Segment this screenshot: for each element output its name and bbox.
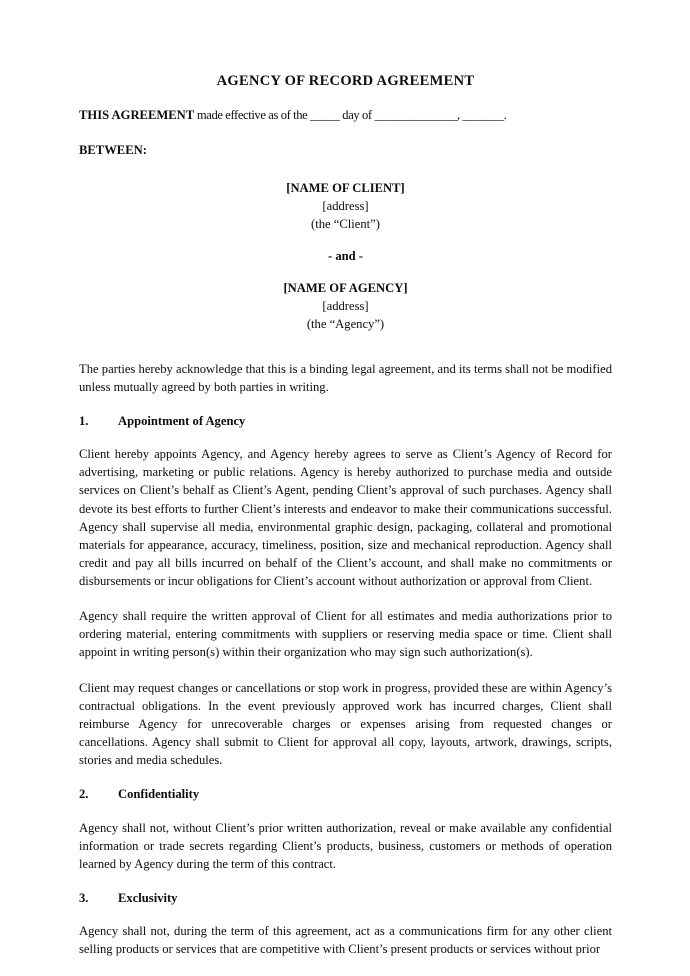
party-spacer-2: [79, 266, 612, 280]
section-number-1: 1.: [79, 413, 89, 428]
section-title-3: Exclusivity: [118, 890, 178, 905]
agency-name: [NAME OF AGENCY]: [283, 280, 408, 295]
client-party-block: [79, 180, 612, 234]
document-content: [79, 72, 612, 976]
block-spacer: [79, 334, 612, 360]
section-title-1: Appointment of Agency: [118, 413, 246, 428]
preamble-rest: made effective as of the _____ day of ______________, _______.: [194, 108, 507, 123]
preamble-line: [79, 107, 612, 124]
section-number-3: 3.: [79, 890, 89, 905]
client-name: [NAME OF CLIENT]: [286, 181, 405, 196]
between-label: BETWEEN:: [79, 143, 147, 158]
party-conjunction: - and -: [328, 249, 363, 264]
section-1-paragraph-3: Client may request changes or cancellations or stop work in progress, provided these are within Agency’s contractual obligations. In the event previously approved work has incurred charges, Client shall reimburse Agency for unrecoverable charges or expenses arising from requested changes or cancellations. Agency shall submit to Client for approval all copy, layouts, artwork, drawings, scripts, stories and media schedules.: [79, 680, 612, 768]
section-heading-1: [79, 413, 612, 429]
section-heading-3: [79, 890, 612, 906]
preamble-strong-lead: THIS AGREEMENT: [79, 108, 195, 123]
section-1-paragraph-2: Agency shall require the written approval of Client for all estimates and media authorizations prior to ordering material, entering commitments with suppliers or reserving media space or time. Client shall appoint in writing person(s) within their organization who may sign such authorization(s).: [79, 609, 612, 660]
agency-party-block: [79, 280, 612, 334]
agency-defined-term: (the “Agency”): [306, 316, 385, 331]
section-3-paragraph-1: Agency shall not, during the term of this agreement, act as a communications firm for any other client selling products or services that are competitive with Client’s present products or services without prior: [79, 924, 612, 957]
section-2-paragraph-1: Agency shall not, without Client’s prior written authorization, reveal or make available any confidential information or trade secrets regarding Client’s products, business, customers or methods of operation learned by Agency during the term of this contract.: [79, 820, 612, 871]
acknowledgement-paragraph: The parties hereby acknowledge that this is a binding legal agreement, and its terms shall not be modified unless mutually agreed by both parties in writing.: [79, 361, 612, 394]
section-number-2: 2.: [79, 787, 89, 802]
client-defined-term: (the “Client”): [311, 217, 380, 232]
agency-address: [address]: [322, 298, 369, 313]
party-spacer: [79, 234, 612, 248]
client-address: [address]: [322, 199, 369, 214]
section-title-2: Confidentiality: [118, 787, 200, 802]
section-1-paragraph-1: Client hereby appoints Agency, and Agency hereby agrees to serve as Client’s Agency of Record for advertising, marketing or public relations. Agency is hereby authorized to purchase media and outside services on Client’s behalf as Client’s Agent, pending Client’s approval of such purchases. Agency shall devote its best efforts to further Client’s interests and endeavor to make their communications successful. Agency shall supervise all media, environmental graphic design, packaging, collateral and promotional materials for appearance, accuracy, timeliness, position, size and mechanical reproduction. Agency shall credit and pay all bills incurred on behalf of the Client’s account, and shall make no commitments or disbursements or incur obligations for Client’s account without authorization or approval from Client.: [79, 447, 612, 589]
page-title: AGENCY OF RECORD AGREEMENT: [216, 73, 475, 89]
section-heading-2: [79, 786, 612, 802]
